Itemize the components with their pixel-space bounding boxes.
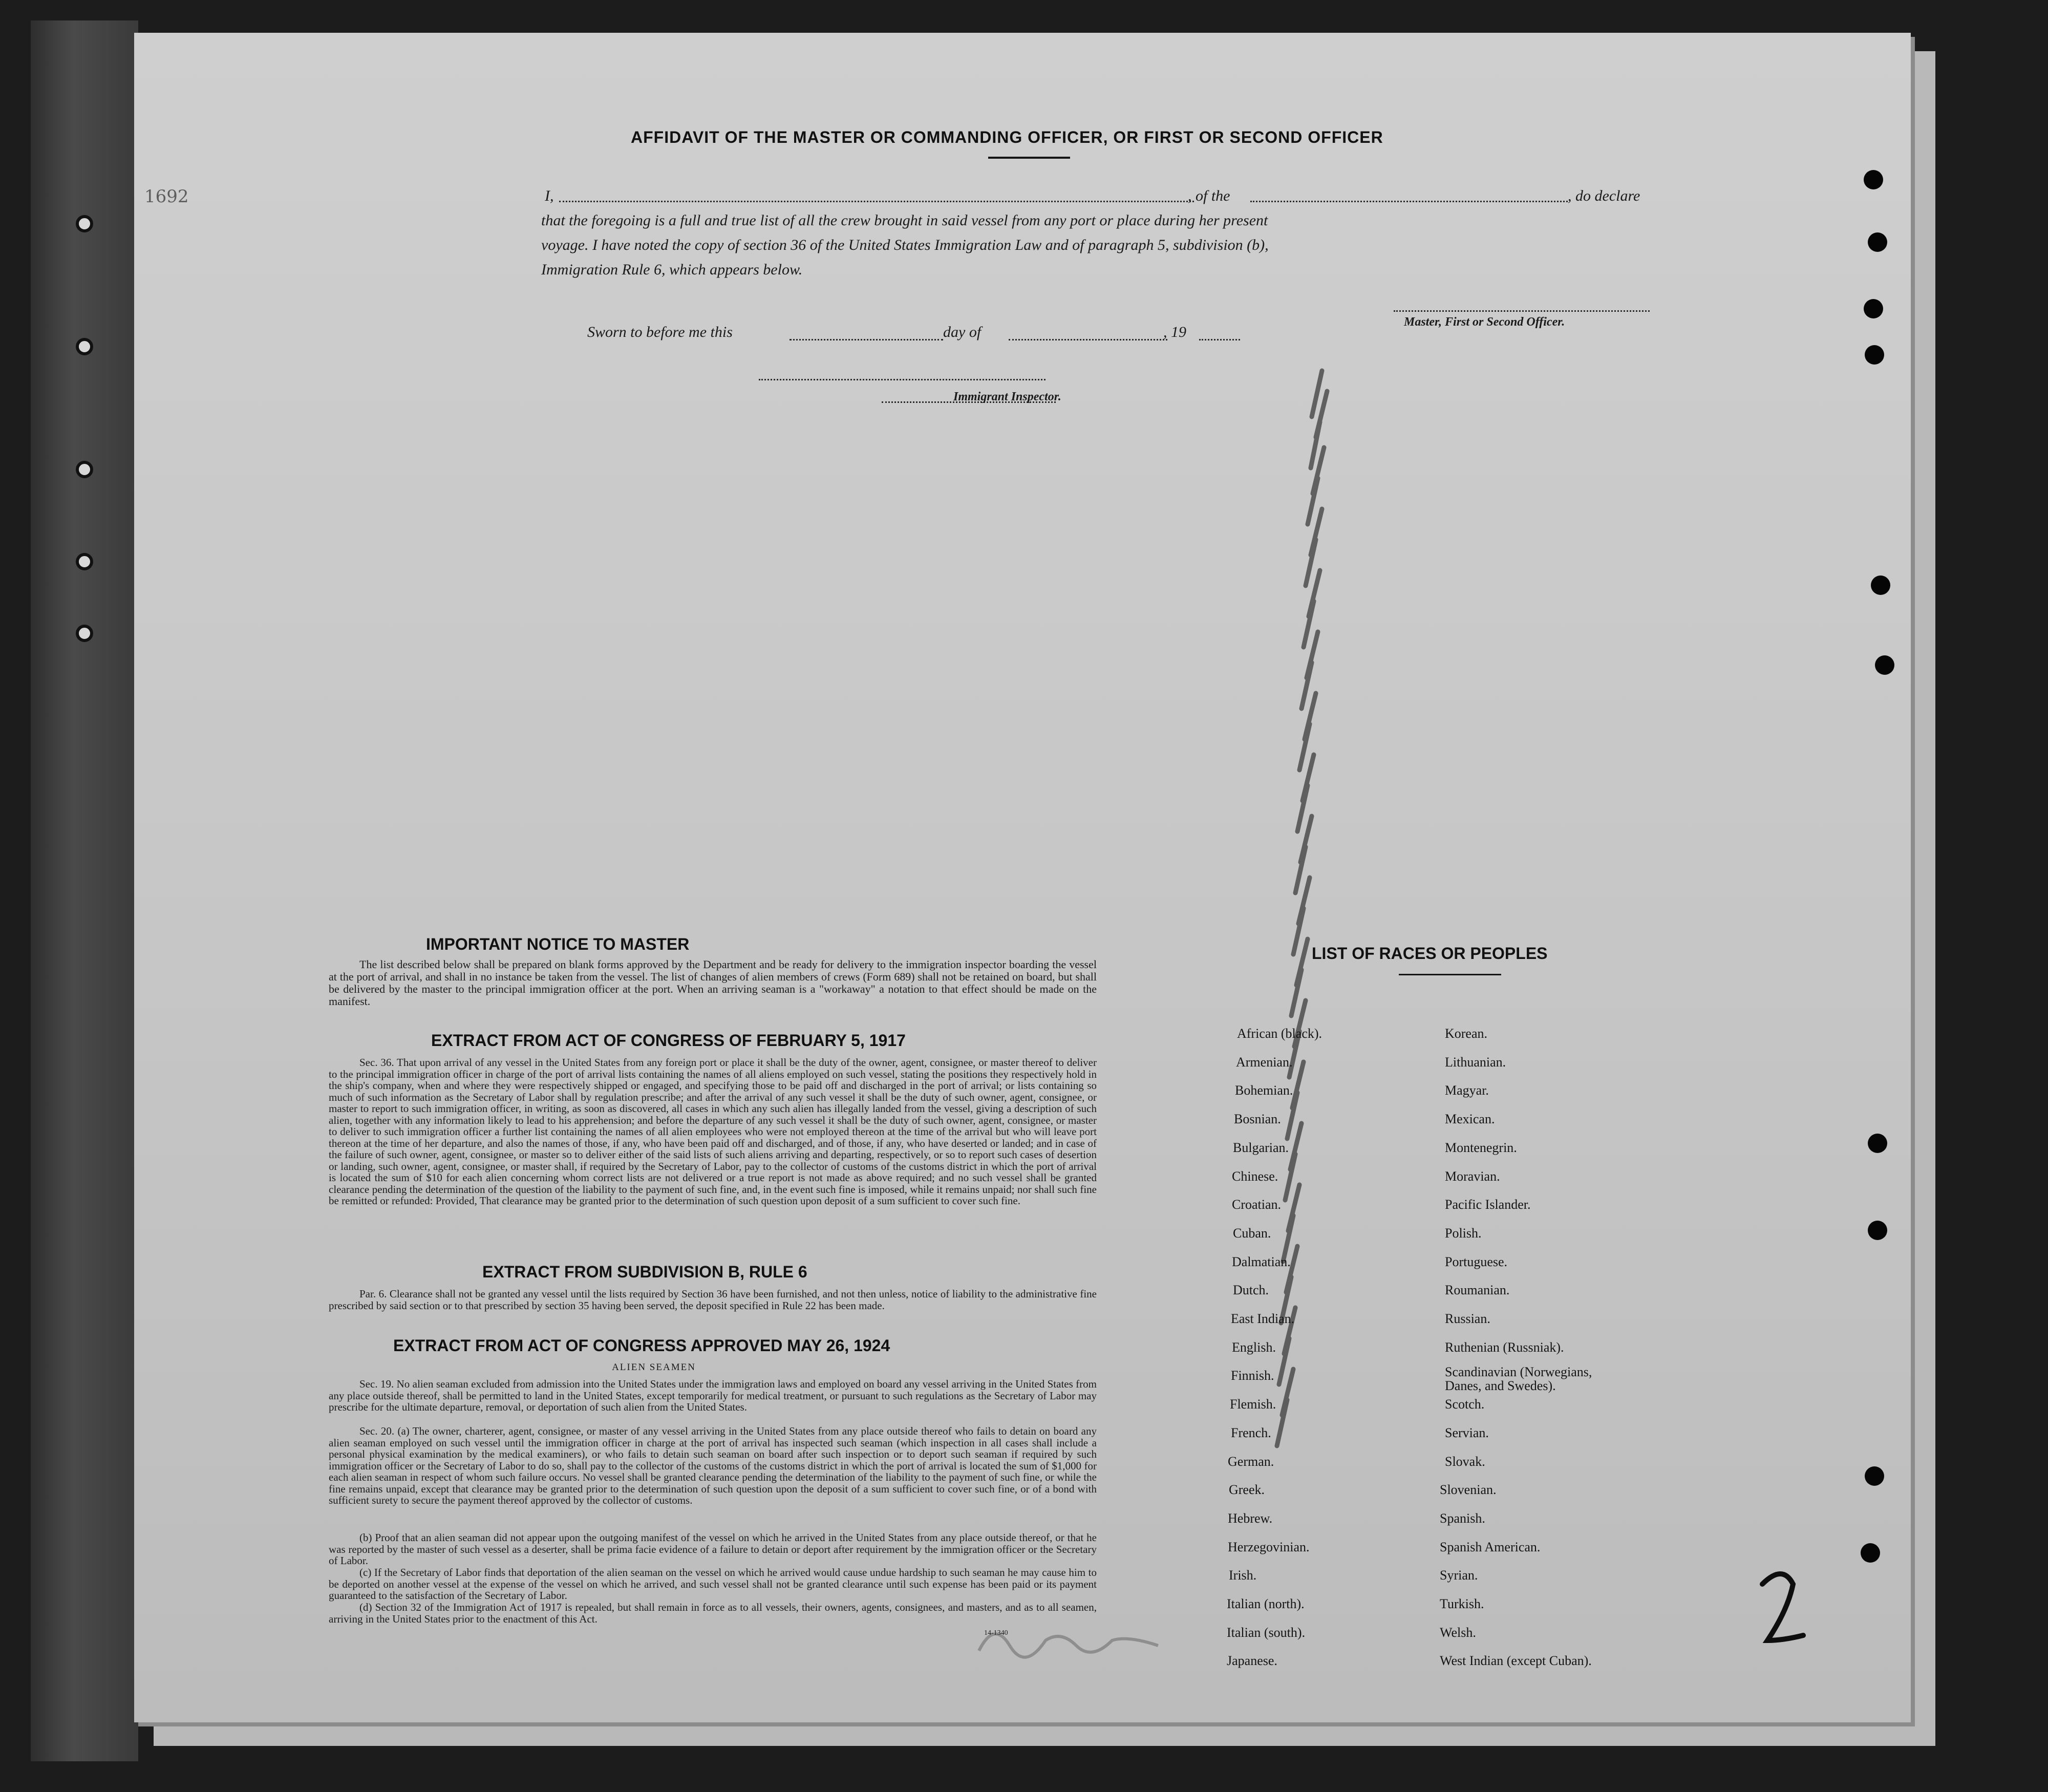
race-item-left: East Indian. [1231,1311,1295,1326]
extract-1924-sec20c: (c) If the Secretary of Labor finds that deportation of the alien seaman on the vessel on which he arrived would cause undue hardship to such seaman he may cause him to be deported on another vessel at the expense of the vessel on which he arrived, and such vessel shall not be granted clearance until such expense has been paid or its payment guaranteed to the satisfaction of the Secretary of Labor. [329,1566,1097,1602]
race-item-left: Italian (north). [1227,1596,1305,1611]
race-item-right: Welsh. [1440,1625,1476,1640]
extract-1924-sec20d: (d) Section 32 of the Immigration Act of 1917 is repealed, but shall remain in force as to all vessels, their owners, agents, consignees, and masters, and as to all seamen, arriving in the United States prior to the enactment of this Act. [329,1601,1097,1625]
master-name-field[interactable] [559,201,1194,202]
handwritten-corner-mark [1752,1564,1814,1666]
vessel-name-field[interactable] [1250,201,1568,202]
races-title: LIST OF RACES OR PEOPLES [1312,944,1548,963]
race-item-left: Flemish. [1230,1397,1276,1412]
race-item-left: French. [1231,1425,1271,1440]
extract-1924-title: EXTRACT FROM ACT OF CONGRESS APPROVED MAY 26, 1924 [393,1336,890,1355]
race-item-right: Lithuanian. [1445,1055,1506,1070]
binder-hole [76,461,93,478]
notice-body: The list described below shall be prepared on blank forms approved by the Department and be ready for delivery to the immigration inspector boarding the vessel at the port of arrival, and shall in no instance be taken from the vessel. The list of changes of alien members of crews (Form 689) shall not be retained on board, but shall be delivered by the master to the principal immigration officer at the port. When an arriving seaman is a "workaway" a notation to that effect should be made on the manifest. [329,958,1097,1008]
race-item-right: Pacific Islander. [1445,1197,1531,1212]
inspector-label: Immigrant Inspector. [953,390,1061,403]
sworn-month-field[interactable] [1009,339,1167,340]
race-item-left: Bohemian. [1235,1083,1293,1098]
race-item-right: Servian. [1445,1425,1489,1440]
race-item-left: Armenian. [1236,1055,1293,1070]
race-item-left: Hebrew. [1228,1511,1273,1526]
extract-1917-title: EXTRACT FROM ACT OF CONGRESS OF FEBRUARY 5, 1917 [431,1031,906,1050]
race-item-right: Turkish. [1440,1596,1484,1611]
race-item-left: Japanese. [1227,1653,1277,1668]
races-title-underline [1399,974,1501,975]
affidavit-line-3: voyage. I have noted the copy of section 36 of the United States Immigration Law and of paragraph 5, subdivision (b), [541,237,1269,253]
race-item-right: Korean. [1445,1026,1488,1041]
master-signature-label: Master, First or Second Officer. [1404,315,1565,329]
handwritten-tally-marks [1250,360,1363,1466]
year-label: , 19 [1163,324,1186,340]
extract-1924-sec19: Sec. 19. No alien seaman excluded from admission into the United States under the immigration laws and employed on board any vessel arriving in the United States from any place outside thereof, shall be permitted to land in the United States, except temporarily for medical treatment, or pursuant to such regulations as the Secretary of Labor may prescribe for the ultimate departure, removal, or deportation of such alien from the United States. [329,1378,1097,1413]
race-item-right: Spanish. [1440,1511,1485,1526]
sworn-day-field[interactable] [790,339,943,340]
race-item-left: Cuban. [1233,1226,1271,1241]
race-item-right: Mexican. [1445,1112,1495,1126]
race-item-right: Polish. [1445,1226,1482,1241]
sworn-year-field[interactable] [1199,339,1240,340]
punch-hole [1861,1543,1880,1563]
alien-seamen-subtitle: ALIEN SEAMEN [612,1362,696,1373]
race-item-left: Bosnian. [1234,1112,1281,1126]
of-the-label: , of the [1188,187,1230,204]
punch-hole [1865,345,1884,365]
form-number: 14-1340 [984,1629,1008,1637]
binder-hole [76,215,93,232]
race-item-right: Slovak. [1445,1454,1485,1469]
race-item-left: Dutch. [1233,1283,1269,1297]
race-item-right: Magyar. [1445,1083,1489,1098]
race-item-right: Scandinavian (Norwegians, Danes, and Swedes). [1445,1364,1592,1393]
punch-hole [1868,1221,1887,1240]
race-item-right: Portuguese. [1445,1254,1508,1269]
race-item-right: West Indian (except Cuban). [1440,1653,1592,1668]
race-item-left: African (black). [1237,1026,1322,1041]
race-item-right: Moravian. [1445,1169,1500,1184]
race-item-right: Scotch. [1445,1397,1485,1412]
race-item-left: Italian (south). [1227,1625,1306,1640]
margin-handwritten-number: 1692 [144,186,189,207]
race-item-right: Syrian. [1440,1568,1478,1583]
race-item-left: Herzegovinian. [1228,1540,1310,1554]
binder-strip [31,20,138,1761]
race-item-right: Roumanian. [1445,1283,1510,1297]
notice-title: IMPORTANT NOTICE TO MASTER [426,935,690,953]
inspector-line-1[interactable] [759,379,1046,380]
punch-hole [1864,170,1883,189]
document-page [134,33,1911,1722]
punch-hole [1871,575,1890,595]
race-item-left: English. [1232,1340,1276,1355]
race-item-left: Chinese. [1232,1169,1278,1184]
race-item-right: Russian. [1445,1311,1490,1326]
punch-hole [1875,655,1894,675]
race-item-left: Finnish. [1231,1368,1274,1383]
race-item-left: Dalmatian. [1232,1254,1291,1269]
extract-1924-sec20a: Sec. 20. (a) The owner, charterer, agent, consignee, or master of any vessel arriving in the United States from any place outside thereof who fails to detain on board any alien seaman employed on such vessel until the immigration officer in charge at the port of arrival has inspected such seaman (which inspection in all cases shall include a personal physical examination by the medical examiners), or who fails to detain such seaman on board after such inspection or to deport such seaman if required by such immigration officer or the Secretary of Labor to do so, shall pay to the collector of the customs of the customs district in which the port of arrival is located the sum of $1,000 for each alien seaman in respect of whom such failure occurs. No vessel shall be granted clearance pending the determination of the liability to the payment of such fine, or while the fine remains unpaid, except that clearance may be granted prior to the determination of such question upon the deposit of a sum sufficient to cover such fine, or of a bond with sufficient surety to secure the payment thereof approved by the collector of customs. [329,1425,1097,1506]
extract-1924-sec20b: (b) Proof that an alien seaman did not appear upon the outgoing manifest of the vessel on which he arrived in the United States from any place outside thereof, or that he was reported by the master of such vessel as a deserter, shall be prima facie evidence of a failure to detain or deport after requirement by the immigration officer or the Secretary of Labor. [329,1531,1097,1567]
race-item-left: Irish. [1229,1568,1257,1583]
master-signature-field[interactable] [1394,310,1650,312]
race-item-right: Ruthenian (Russniak). [1445,1340,1564,1355]
race-item-right: Slovenian. [1440,1482,1497,1497]
binder-hole [76,625,93,642]
punch-hole [1864,299,1883,318]
title-underline [988,157,1070,159]
affidavit-line-4: Immigration Rule 6, which appears below. [541,261,803,278]
race-item-left: Croatian. [1232,1197,1282,1212]
punch-hole [1865,1466,1884,1486]
race-item-right: Spanish American. [1440,1540,1541,1554]
punch-hole [1868,1134,1887,1153]
race-item-left: Bulgarian. [1233,1140,1289,1155]
race-item-right: Montenegrin. [1445,1140,1517,1155]
sworn-label: Sworn to before me this [587,324,733,340]
affidavit-i-label: I, [545,187,554,204]
extract-rule6-body: Par. 6. Clearance shall not be granted any vessel until the lists required by Section 36 have been furnished, and not then unless, notice of liability to the administrative fine prescribed by said section or to that prescribed by section 35 having been served, the deposit specified in Rule 22 has been made. [329,1288,1097,1312]
extract-1917-body: Sec. 36. That upon arrival of any vessel in the United States from any foreign port or place it shall be the duty of the owner, agent, consignee, or master thereof to deliver to the principal immigration officer in charge of the port of arrival lists containing the names of all aliens employed on such vessel, stating the positions they respectively hold in the ship's company, when and where they were respectively shipped or engaged, and specifying those to be paid off and discharged in the port of arrival; or lists containing so much of such information as the Secretary of Labor shall by regulation prescribe; and after the arrival of any such vessel it shall be the duty of such owner, agent, consignee, or master to report to such immigration officer, in writing, as soon as discovered, all cases in which any such alien has illegally landed from the vessel, giving a description of such alien, together with any information likely to lead to his apprehension; and before the departure of any such vessel it shall be the duty of such owner, agent, consignee, or master to deliver to such immigration officer a further list containing the names of all alien employees who were not employed thereon at the time of the arrival but who will leave port thereon at the time of her departure, and also the names of those, if any, who have been paid off and discharged, and of those, if any, who have deserted or landed; and in case of the failure of such owner, agent, consignee, or master so to deliver either of the said lists of such aliens arriving and departing, respectively, or so to report such cases of desertion or landing, such owner, agent, consignee, or master shall, if required by the Secretary of Labor, pay to the collector of customs of the customs district in which the port of arrival is located the sum of $10 for each alien concerning whom correct lists are not delivered or a true report is not made as above required; and no such vessel shall be granted clearance pending the determination of the question of the liability to the payment of such fine, and, in the event such fine is imposed, while it remains unpaid; nor shall such fine be remitted or refunded: Provided, That clearance may be granted prior to the determination of such question upon deposit of a sum sufficient to cover such fine. [329,1056,1097,1207]
punch-hole [1868,232,1887,252]
race-item-left: Greek. [1229,1482,1265,1497]
race-item-left: German. [1228,1454,1274,1469]
binder-hole [76,338,93,355]
affidavit-line-2: that the foregoing is a full and true list of all the crew brought in said vessel from any port or place during her present [541,212,1268,229]
binder-hole [76,553,93,570]
affidavit-title: AFFIDAVIT OF THE MASTER OR COMMANDING OFFICER, OR FIRST OR SECOND OFFICER [631,128,1383,146]
day-of-label: day of [943,324,982,340]
declare-label: , do declare [1568,187,1640,204]
extract-rule6-title: EXTRACT FROM SUBDIVISION B, RULE 6 [482,1263,807,1281]
